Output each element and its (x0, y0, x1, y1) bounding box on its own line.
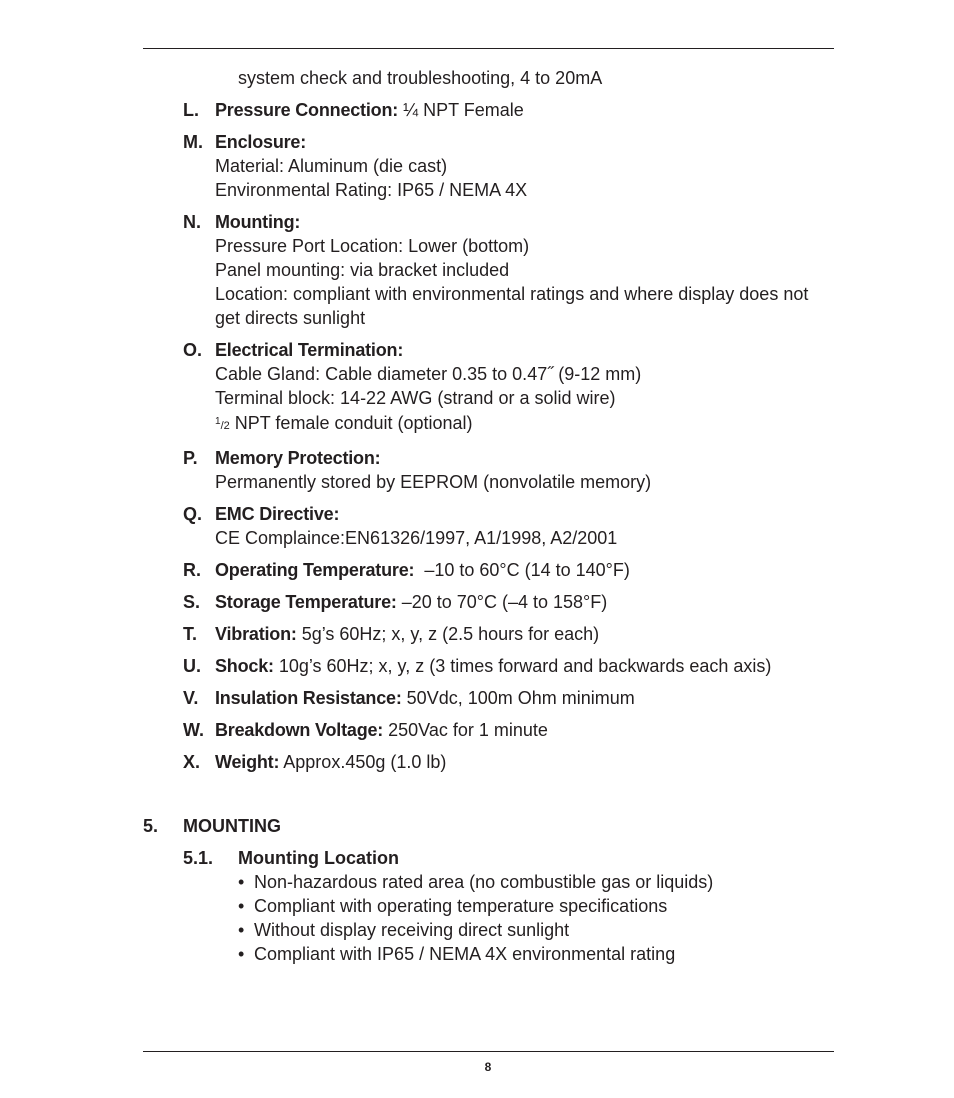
item-line: Pressure Port Location: Lower (bottom) (215, 236, 530, 256)
item-line: CE Complaince:EN61326/1997, A1/1998, A2/2001 (215, 528, 618, 548)
spec-item-w (0, 718, 954, 742)
item-letter: V. (183, 688, 199, 708)
bullet: • (238, 896, 245, 916)
item-line: Permanently stored by EEPROM (nonvolatile memory) (215, 472, 652, 492)
spec-item-q (0, 502, 954, 550)
subsection-number: 5.1. (183, 848, 214, 868)
spec-item-x (0, 750, 954, 774)
half-fraction: $^1$/2 (215, 416, 230, 432)
item-value: –20 to 70°C (–4 to 158°F) (401, 592, 608, 612)
item-line: Material: Aluminum (die cast) (215, 156, 448, 176)
item-value: 50Vdc, 100m Ohm minimum (406, 688, 635, 708)
item-letter: W. (183, 720, 204, 740)
item-line: Terminal block: 14-22 AWG (strand or a solid wire) (215, 388, 616, 408)
item-letter: M. (183, 132, 203, 152)
item-value: 5g’s 60Hz; x, y, z (2.5 hours for each) (301, 624, 600, 644)
item-label: Pressure Connection: (215, 100, 399, 120)
list-item: • Compliant with operating temperature specifications (238, 896, 668, 916)
item-value: 10g’s 60Hz; x, y, z (3 times forward and backwards each axis) (278, 656, 772, 676)
item-line: Environmental Rating: IP65 / NEMA 4X (215, 180, 528, 200)
item-letter: Q. (183, 504, 203, 524)
item-label: Operating Temperature: (215, 560, 415, 580)
item-label: Memory Protection: (215, 448, 381, 468)
item-value: ¼ NPT Female (403, 100, 524, 120)
item-label: Insulation Resistance: (215, 688, 402, 708)
spec-item-p (0, 446, 954, 494)
spec-item-s (0, 590, 954, 614)
list-item: • Without display receiving direct sunlight (238, 920, 570, 940)
item-line: Panel mounting: via bracket included (215, 260, 510, 280)
item-letter: P. (183, 448, 198, 468)
mounting-location-list (238, 870, 954, 966)
subsection-title: Mounting Location (238, 848, 399, 868)
item-letter: L. (183, 100, 199, 120)
item-label: Breakdown Voltage: (215, 720, 384, 740)
item-value: –10 to 60°C (14 to 140°F) (414, 560, 630, 580)
bullet: • (238, 920, 245, 940)
continuation-text: system check and troubleshooting, 4 to 20mA (238, 68, 603, 88)
item-letter: N. (183, 212, 201, 232)
item-line: Cable Gland: Cable diameter 0.35 to 0.47˝ (9-12 mm) (215, 364, 642, 384)
subsection-heading (0, 846, 954, 870)
page-number: 8 (484, 1060, 492, 1074)
item-label: Storage Temperature: (215, 592, 397, 612)
item-letter: S. (183, 592, 201, 612)
item-letter: O. (183, 340, 203, 360)
item-label: Mounting: (215, 212, 301, 232)
header-rule (143, 48, 834, 49)
spec-item-o (0, 338, 954, 438)
spec-content (0, 66, 954, 966)
section-number: 5. (143, 816, 159, 836)
item-label: Enclosure: (215, 132, 307, 152)
list-item: • Compliant with IP65 / NEMA 4X environmental rating (238, 944, 676, 964)
item-line: Location: compliant with environmental ratings and where display does not get directs sunlight (215, 284, 809, 328)
item-letter: U. (183, 656, 201, 676)
section-title: MOUNTING (183, 816, 281, 836)
item-letter: T. (183, 624, 198, 644)
item-letter: X. (183, 752, 201, 772)
item-letter: R. (183, 560, 201, 580)
bullet: • (238, 872, 245, 892)
spec-item-l (0, 98, 954, 122)
footer-rule (143, 1051, 834, 1052)
spec-item-t (0, 622, 954, 646)
item-label: Electrical Termination: (215, 340, 404, 360)
spec-item-n (0, 210, 954, 330)
item-value: 250Vac for 1 minute (388, 720, 548, 740)
item-value: Approx.450g (1.0 lb) (283, 752, 447, 772)
spec-item-m (0, 130, 954, 202)
conduit-line: $^1$/2 NPT female conduit (optional) (215, 413, 473, 433)
section-heading (0, 814, 954, 838)
item-label: EMC Directive: (215, 504, 340, 524)
bullet: • (238, 944, 245, 964)
list-item: • Non-hazardous rated area (no combustible gas or liquids) (238, 872, 714, 892)
spec-item-v (0, 686, 954, 710)
item-label: Vibration: (215, 624, 297, 644)
spec-item-r (0, 558, 954, 582)
item-label: Weight: (215, 752, 280, 772)
spec-item-u (0, 654, 954, 678)
item-label: Shock: (215, 656, 274, 676)
